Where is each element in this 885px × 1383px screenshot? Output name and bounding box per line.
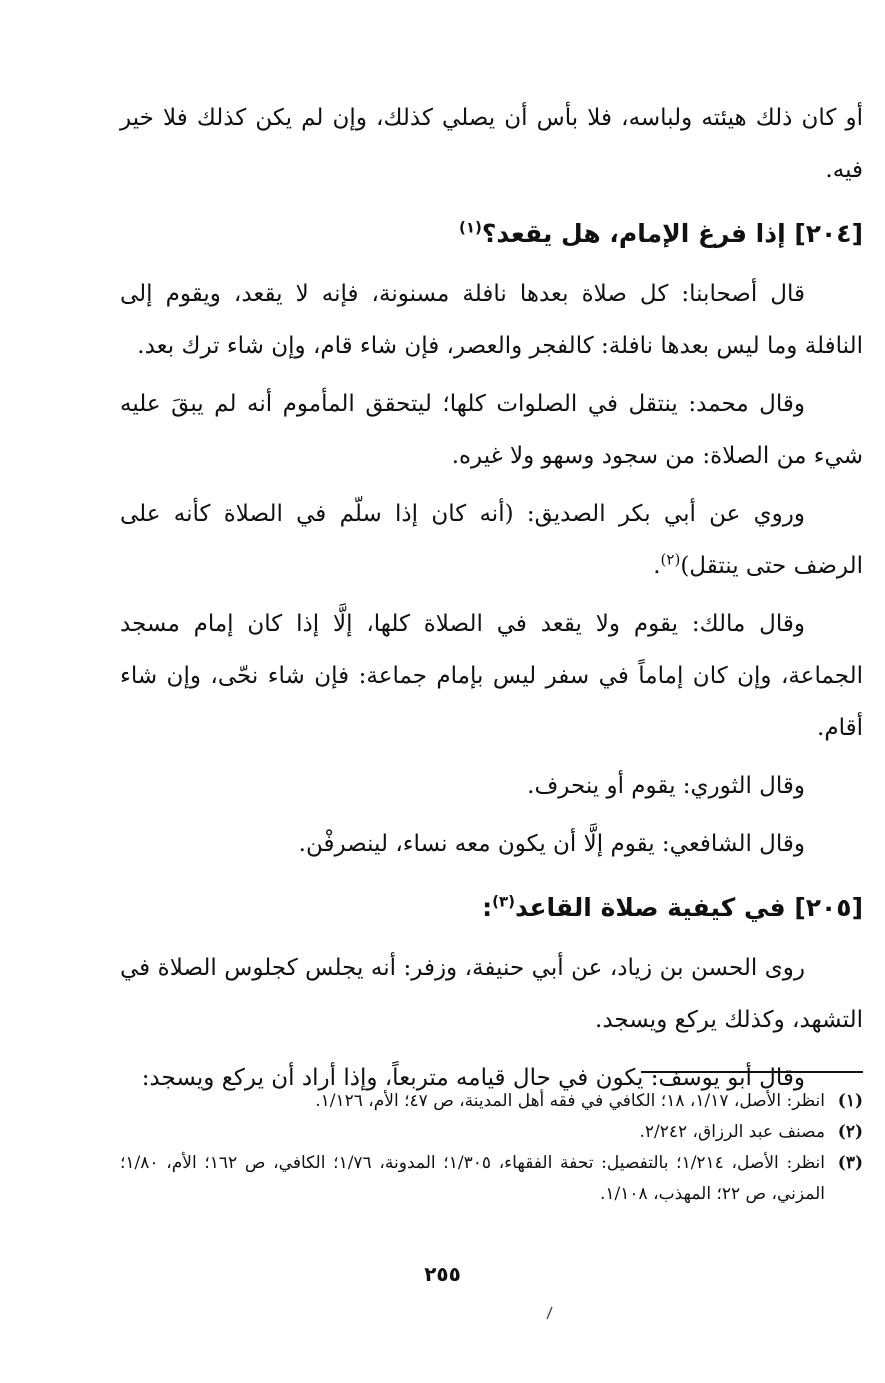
paragraph-204-4: وقال مالك: يقوم ولا يقعد في الصلاة كلها، إلَّا إذا كان إمام مسجد الجماعة، وإن كان إماماً في سفر ليس بإمام جماعة: فإن شاء نحّى، وإن شاء أقام.: [120, 611, 863, 741]
footnote-divider: [641, 1071, 863, 1073]
section-heading-204: [120, 208, 863, 260]
section-heading-205-end: :: [482, 893, 493, 922]
section-heading-205: [120, 882, 863, 934]
footnote-ref-2: (٢): [660, 550, 681, 569]
footnote-text: انظر: الأصل، ١/٢١٤؛ بالتفصيل: تحفة الفقهاء، ١/٣٠٥؛ المدونة، ١/٧٦؛ الكافي، ص ١٦٢؛ الأم، ١/٨٠؛ المزني، ص ٢٢؛ المهذب، ١/١٠٨.: [120, 1153, 825, 1204]
footnote-item: [120, 1117, 863, 1148]
footnote-item: [120, 1148, 863, 1210]
footnote-number: (١): [837, 1091, 863, 1111]
footnote-item: [120, 1086, 863, 1117]
paragraph-204-5: وقال الثوري: يقوم أو ينحرف.: [527, 773, 805, 799]
ink-mark: [546, 1306, 553, 1320]
paragraph-205-2: وقال أبو يوسف: يكون في حال قيامه متربعاً، وإذا أراد أن يركع ويسجد:: [141, 1065, 805, 1091]
footnotes: [120, 1086, 863, 1210]
page-number: ٢٥٥: [424, 1262, 461, 1286]
footnote-number: (٣): [837, 1153, 863, 1173]
footnote-text: مصنف عبد الرزاق، ٢/٢٤٢.: [639, 1122, 825, 1142]
footnote-text: انظر: الأصل، ١/١٧، ١٨؛ الكافي في فقه أهل المدينة، ص ٤٧؛ الأم، ١/١٢٦.: [315, 1091, 825, 1111]
footnote-ref-1: (١): [459, 218, 482, 237]
paragraph-204-6: وقال الشافعي: يقوم إلَّا أن يكون معه نساء، لينصرفْن.: [298, 831, 805, 857]
section-heading-204-text: [٢٠٤] إذا فرغ الإمام، هل يقعد؟: [481, 219, 863, 248]
section-heading-205-text: [٢٠٥] في كيفية صلاة القاعد: [515, 893, 863, 922]
paragraph-204-3-end: .: [653, 553, 661, 579]
footnote-ref-3: (٣): [492, 892, 516, 911]
paragraph-204-2: وقال محمد: ينتقل في الصلوات كلها؛ ليتحقق المأموم أنه لم يبقَ عليه شيء من الصلاة: من سجود وسهو ولا غيره.: [120, 391, 863, 469]
page-body: [120, 92, 863, 1110]
footnote-number: (٢): [837, 1122, 863, 1142]
paragraph-continuation: أو كان ذلك هيئته ولباسه، فلا بأس أن يصلي كذلك، وإن لم يكن كذلك فلا خير فيه.: [120, 105, 863, 183]
paragraph-204-3: [120, 488, 863, 592]
paragraph-204-1: قال أصحابنا: كل صلاة بعدها نافلة مسنونة، فإنه لا يقعد، ويقوم إلى النافلة وما ليس بعدها نافلة: كالفجر والعصر، فإن شاء قام، وإن شاء ترك بعد.: [120, 281, 863, 359]
paragraph-204-3-text: وروي عن أبي بكر الصديق: (أنه كان إذا سلّم في الصلاة كأنه على الرضف حتى ينتقل): [120, 501, 863, 579]
paragraph-205-1: روى الحسن بن زياد، عن أبي حنيفة، وزفر: أنه يجلس كجلوس الصلاة في التشهد، وكذلك يركع ويسجد.: [120, 955, 863, 1033]
